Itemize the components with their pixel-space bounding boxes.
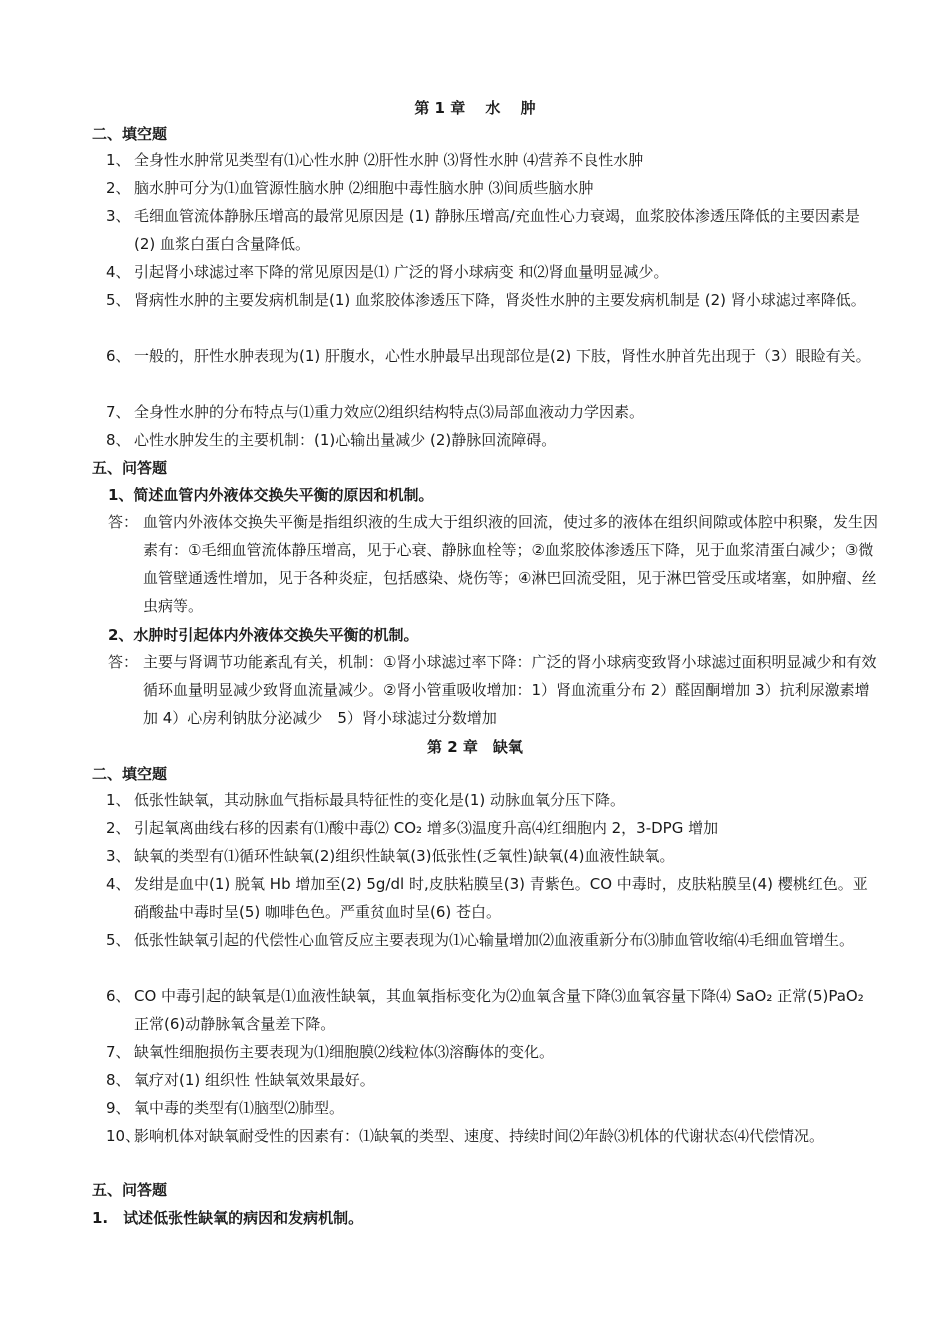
ch2-fill-item-3 bbox=[106, 842, 881, 870]
item-number: 7、 bbox=[106, 403, 131, 421]
ch2-fill-item-10 bbox=[106, 1122, 881, 1150]
item-number: 4、 bbox=[106, 875, 131, 893]
ch2-fill-item-1 bbox=[106, 786, 881, 814]
ch1-fill-item-2 bbox=[106, 174, 881, 202]
item-number: 6、 bbox=[106, 987, 131, 1005]
item-text: 影响机体对缺氧耐受性的因素有：⑴缺氧的类型、速度、持续时间⑵年龄⑶机体的代谢状态⑷代偿情况。 bbox=[134, 1127, 825, 1145]
answer-text: 血管内外液体交换失平衡是指组织液的生成大于组织液的回流，使过多的液体在组织间隙或体腔中积聚，发生因素有：①毛细血管流体静压增高，见于心衰、静脉血栓等；②血浆胶体渗透压下降，见于血浆清蛋白减少；③微血管壁通透性增加，见于各种炎症，包括感染、烧伤等；④淋巴回流受阻，见于淋巴管受压或堵塞，如肿瘤、丝虫病等。 bbox=[143, 513, 879, 615]
ch1-fill-item-3 bbox=[106, 202, 881, 258]
item-text: 一般的，肝性水肿表现为(1) 肝腹水，心性水肿最早出现部位是(2) 下肢，肾性水肿首先出现于（3）眼睑有关。 bbox=[134, 347, 871, 365]
ch1-answer-2 bbox=[108, 648, 881, 732]
ch2-question-1: 1. 试述低张性缺氧的病因和发病机制。 bbox=[92, 1209, 364, 1227]
ch1-fill-item-4 bbox=[106, 258, 881, 286]
item-text: CO 中毒引起的缺氧是⑴血液性缺氧，其血氧指标变化为⑵血氧含量下降⑶血氧容量下降⑷ SaO₂ 正常(5)PaO₂ 正常(6)动静脉氧含量差下降。 bbox=[134, 987, 864, 1033]
item-number: 2、 bbox=[106, 179, 131, 197]
item-number: 5、 bbox=[106, 931, 131, 949]
item-text: 脑水肿可分为⑴血管源性脑水肿 ⑵细胞中毒性脑水肿 ⑶间质些脑水肿 bbox=[134, 179, 594, 197]
ch1-fill-item-8 bbox=[106, 426, 881, 454]
ch1-question-1: 1、简述血管内外液体交换失平衡的原因和机制。 bbox=[108, 486, 434, 504]
ch2-fill-item-7 bbox=[106, 1038, 881, 1066]
item-text: 缺氧性细胞损伤主要表现为⑴细胞膜⑵线粒体⑶溶酶体的变化。 bbox=[134, 1043, 555, 1061]
chapter-2-title: 第 2 章 缺氧 bbox=[427, 738, 523, 756]
item-number: 10、 bbox=[106, 1127, 141, 1145]
item-number: 7、 bbox=[106, 1043, 131, 1061]
item-text: 肾病性水肿的主要发病机制是(1) 血浆胶体渗透压下降，肾炎性水肿的主要发病机制是 (2) 肾小球滤过率降低。 bbox=[134, 291, 866, 309]
item-number: 3、 bbox=[106, 847, 131, 865]
item-text: 心性水肿发生的主要机制：(1)心输出量减少 (2)静脉回流障碍。 bbox=[134, 431, 557, 449]
ch2-fill-item-8 bbox=[106, 1066, 881, 1094]
item-number: 2、 bbox=[106, 819, 131, 837]
answer-label: 答： bbox=[108, 513, 139, 531]
ch2-fill-item-2 bbox=[106, 814, 881, 842]
item-number: 9、 bbox=[106, 1099, 131, 1117]
item-text: 低张性缺氧引起的代偿性心血管反应主要表现为⑴心输量增加⑵血液重新分布⑶肺血管收缩⑷毛细血管增生。 bbox=[134, 931, 855, 949]
ch1-fill-heading: 二、填空题 bbox=[92, 125, 168, 143]
ch2-fill-item-5 bbox=[106, 926, 881, 954]
ch1-fill-item-7 bbox=[106, 398, 881, 426]
item-number: 8、 bbox=[106, 1071, 131, 1089]
ch1-qa-heading: 五、问答题 bbox=[92, 459, 168, 477]
ch1-answer-1 bbox=[108, 508, 881, 620]
item-number: 1、 bbox=[106, 151, 131, 169]
ch2-fill-heading: 二、填空题 bbox=[92, 765, 168, 783]
chapter-1-title: 第 1 章 水 肿 bbox=[414, 99, 536, 117]
ch2-fill-item-9 bbox=[106, 1094, 881, 1122]
item-text: 全身性水肿的分布特点与⑴重力效应⑵组织结构特点⑶局部血液动力学因素。 bbox=[134, 403, 645, 421]
answer-label: 答： bbox=[108, 653, 139, 671]
ch1-fill-item-6 bbox=[106, 342, 881, 370]
item-text: 引起肾小球滤过率下降的常见原因是⑴ 广泛的肾小球病变 和⑵肾血量明显减少。 bbox=[134, 263, 669, 281]
item-number: 3、 bbox=[106, 207, 131, 225]
answer-text: 主要与肾调节功能紊乱有关，机制：①肾小球滤过率下降：广泛的肾小球病变致肾小球滤过面积明显减少和有效循环血量明显减少致肾血流量减少。②肾小管重吸收增加：1）肾血流重分布 2）醛固酮增加 3）抗利尿激素增加 4）心房利钠肽分泌减少 5）肾小球滤过分数增加 bbox=[143, 653, 877, 727]
ch1-question-2: 2、水肿时引起体内外液体交换失平衡的机制。 bbox=[108, 626, 419, 644]
item-number: 5、 bbox=[106, 291, 131, 309]
item-text: 引起氧离曲线右移的因素有⑴酸中毒⑵ CO₂ 增多⑶温度升高⑷红细胞内 2，3-DPG 增加 bbox=[134, 819, 719, 837]
item-number: 8、 bbox=[106, 431, 131, 449]
item-number: 6、 bbox=[106, 347, 131, 365]
item-number: 1、 bbox=[106, 791, 131, 809]
item-text: 缺氧的类型有⑴循环性缺氧(2)组织性缺氧(3)低张性(乏氧性)缺氧(4)血液性缺氧。 bbox=[134, 847, 675, 865]
item-text: 发绀是血中(1) 脱氧 Hb 增加至(2) 5g/dl 时,皮肤粘膜呈(3) 青紫色。CO 中毒时，皮肤粘膜呈(4) 樱桃红色。亚硝酸盐中毒时呈(5) 咖啡色色。严重贫血时呈(6) 苍白。 bbox=[134, 875, 868, 921]
item-text: 低张性缺氧，其动脉血气指标最具特征性的变化是(1) 动脉血氧分压下降。 bbox=[134, 791, 626, 809]
item-text: 氧疗对(1) 组织性 性缺氧效果最好。 bbox=[134, 1071, 375, 1089]
ch1-fill-item-5 bbox=[106, 286, 881, 314]
ch1-fill-item-1 bbox=[106, 146, 881, 174]
item-number: 4、 bbox=[106, 263, 131, 281]
item-text: 毛细血管流体静脉压增高的最常见原因是 (1) 静脉压增高/充血性心力衰竭，血浆胶体渗透压降低的主要因素是(2) 血浆白蛋白含量降低。 bbox=[134, 207, 860, 253]
ch2-fill-item-4 bbox=[106, 870, 881, 926]
ch2-qa-heading: 五、问答题 bbox=[92, 1181, 168, 1199]
item-text: 全身性水肿常见类型有⑴心性水肿 ⑵肝性水肿 ⑶肾性水肿 ⑷营养不良性水肿 bbox=[134, 151, 644, 169]
ch2-fill-item-6 bbox=[106, 982, 881, 1038]
item-text: 氧中毒的类型有⑴脑型⑵肺型。 bbox=[134, 1099, 345, 1117]
